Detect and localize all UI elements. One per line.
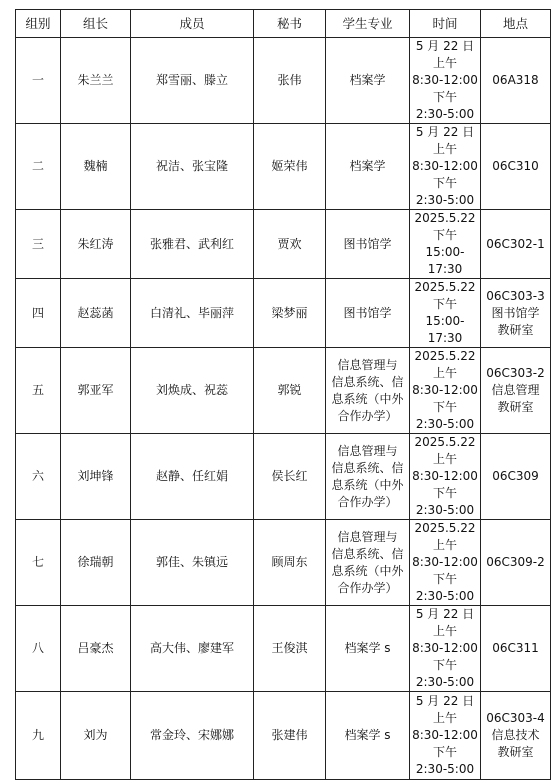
table-row	[16, 606, 551, 692]
cell-group: 二	[16, 124, 61, 210]
cell-leader: 赵蕊菡	[61, 279, 131, 348]
header-major: 学生专业	[326, 10, 410, 38]
cell-major: 信息管理与 信息系统、信 息系统（中外 合作办学）	[326, 348, 410, 434]
cell-time: 5 月 22 日 上午 8:30-12:00 下午 2:30-5:00	[410, 606, 481, 692]
cell-leader: 魏楠	[61, 124, 131, 210]
cell-place: 06C303-2 信息管理 教研室	[481, 348, 551, 434]
cell-group: 八	[16, 606, 61, 692]
cell-time: 5 月 22 日 上午 8:30-12:00 下午 2:30-5:00	[410, 692, 481, 780]
cell-place: 06C309	[481, 434, 551, 520]
cell-leader: 刘为	[61, 692, 131, 780]
cell-leader: 郭亚军	[61, 348, 131, 434]
cell-group: 五	[16, 348, 61, 434]
cell-time: 2025.5.22 下午 15:00-17:30	[410, 210, 481, 279]
header-secretary: 秘书	[254, 10, 326, 38]
cell-place: 06A318	[481, 38, 551, 124]
cell-place: 06C311	[481, 606, 551, 692]
cell-group: 一	[16, 38, 61, 124]
table-row	[16, 124, 551, 210]
cell-major: 档案学	[326, 38, 410, 124]
cell-place: 06C303-3 图书馆学 教研室	[481, 279, 551, 348]
cell-members: 赵静、任红娟	[131, 434, 254, 520]
cell-members: 白清礼、毕丽萍	[131, 279, 254, 348]
cell-leader: 徐瑞朝	[61, 520, 131, 606]
cell-secretary: 贾欢	[254, 210, 326, 279]
header-row	[16, 10, 551, 38]
cell-leader: 朱兰兰	[61, 38, 131, 124]
cell-members: 常金玲、宋娜娜	[131, 692, 254, 780]
table-row	[16, 520, 551, 606]
header-leader: 组长	[61, 10, 131, 38]
cell-group: 四	[16, 279, 61, 348]
cell-time: 5 月 22 日 上午 8:30-12:00 下午 2:30-5:00	[410, 38, 481, 124]
cell-secretary: 顾周东	[254, 520, 326, 606]
cell-secretary: 郭锐	[254, 348, 326, 434]
header-time: 时间	[410, 10, 481, 38]
cell-major: 信息管理与 信息系统、信 息系统（中外 合作办学）	[326, 520, 410, 606]
cell-leader: 刘坤锋	[61, 434, 131, 520]
cell-place: 06C309-2	[481, 520, 551, 606]
cell-major: 档案学	[326, 124, 410, 210]
cell-major: 图书馆学	[326, 210, 410, 279]
cell-secretary: 姬荣伟	[254, 124, 326, 210]
table-row	[16, 434, 551, 520]
cell-major: 档案学 s	[326, 692, 410, 780]
cell-members: 祝洁、张宝隆	[131, 124, 254, 210]
cell-leader: 吕豪杰	[61, 606, 131, 692]
cell-group: 三	[16, 210, 61, 279]
table-row	[16, 692, 551, 780]
header-members: 成员	[131, 10, 254, 38]
cell-group: 七	[16, 520, 61, 606]
cell-time: 2025.5.22 上午 8:30-12:00 下午 2:30-5:00	[410, 348, 481, 434]
table-row	[16, 210, 551, 279]
cell-members: 郭佳、朱镇远	[131, 520, 254, 606]
header-group: 组别	[16, 10, 61, 38]
cell-time: 2025.5.22 上午 8:30-12:00 下午 2:30-5:00	[410, 520, 481, 606]
defense-schedule-table	[15, 9, 551, 780]
cell-members: 高大伟、廖建军	[131, 606, 254, 692]
cell-time: 2025.5.22 下午 15:00-17:30	[410, 279, 481, 348]
cell-place: 06C302-1	[481, 210, 551, 279]
cell-place: 06C303-4 信息技术 教研室	[481, 692, 551, 780]
cell-secretary: 张伟	[254, 38, 326, 124]
cell-secretary: 侯长红	[254, 434, 326, 520]
cell-secretary: 张建伟	[254, 692, 326, 780]
cell-major: 档案学 s	[326, 606, 410, 692]
cell-group: 九	[16, 692, 61, 780]
header-place: 地点	[481, 10, 551, 38]
cell-members: 张雅君、武利红	[131, 210, 254, 279]
cell-time: 5 月 22 日 上午 8:30-12:00 下午 2:30-5:00	[410, 124, 481, 210]
cell-secretary: 梁梦丽	[254, 279, 326, 348]
cell-major: 图书馆学	[326, 279, 410, 348]
cell-major: 信息管理与 信息系统、信 息系统（中外 合作办学）	[326, 434, 410, 520]
table-row	[16, 38, 551, 124]
table-row	[16, 279, 551, 348]
cell-leader: 朱红涛	[61, 210, 131, 279]
cell-members: 郑雪丽、滕立	[131, 38, 254, 124]
table-row	[16, 348, 551, 434]
cell-time: 2025.5.22 上午 8:30-12:00 下午 2:30-5:00	[410, 434, 481, 520]
cell-secretary: 王俊淇	[254, 606, 326, 692]
cell-group: 六	[16, 434, 61, 520]
cell-members: 刘焕成、祝蕊	[131, 348, 254, 434]
cell-place: 06C310	[481, 124, 551, 210]
